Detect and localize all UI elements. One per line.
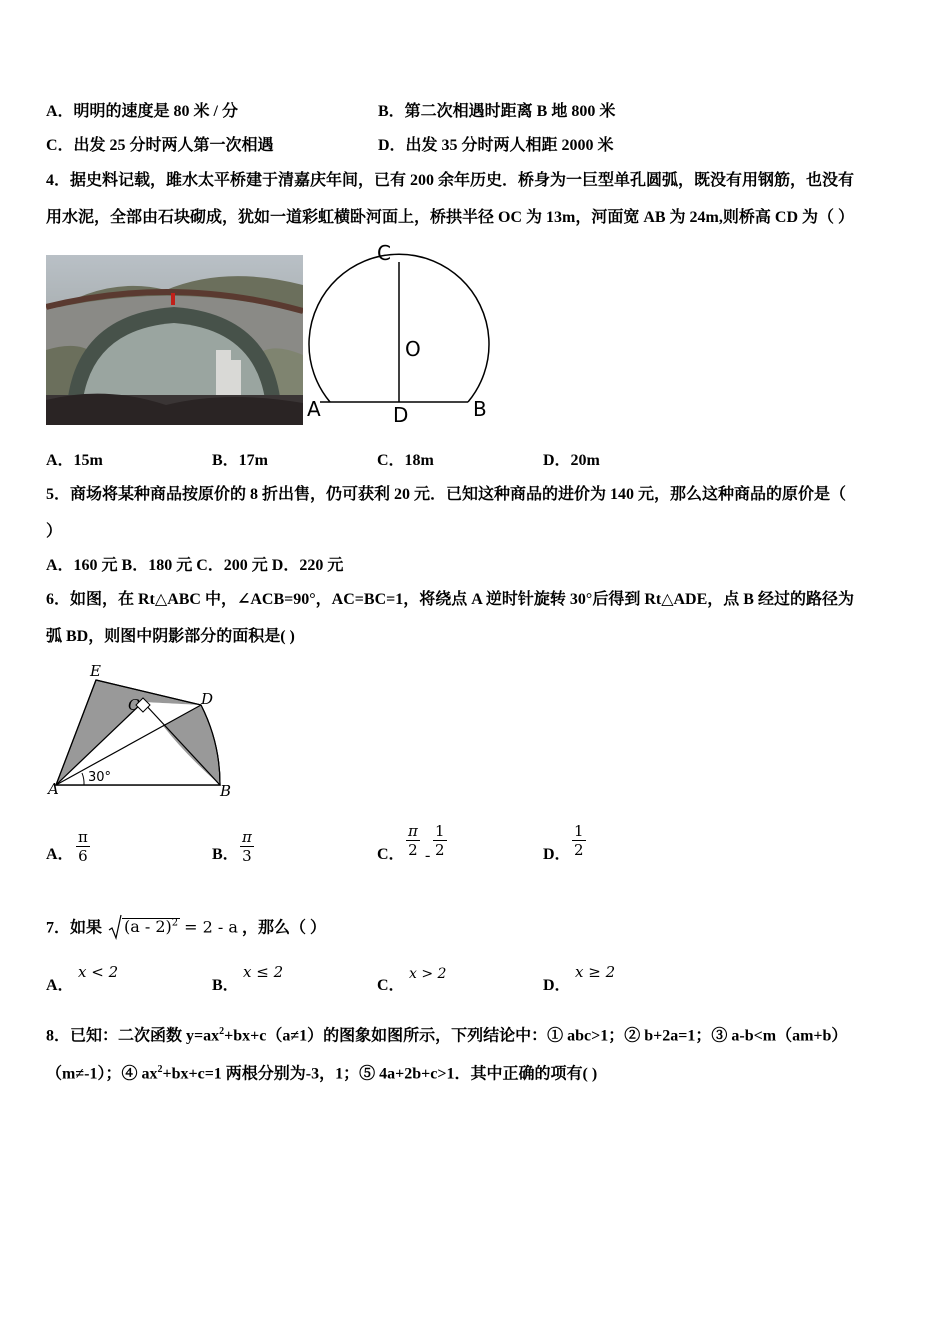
label-c6: C [128,696,140,714]
label-a: A [307,397,321,421]
triangle-rotation-diagram [46,660,246,800]
q7-option-b-label: B． [212,977,239,994]
q6-option-a-fraction: $\frac{\pi}{6}$ [78,828,88,865]
label-b: B [473,397,487,421]
q3-option-b: B．第二次相遇时距离 B 地 800 米 [378,103,616,120]
q5-text-line2: ） [46,523,63,540]
q4-option-b: B．17m [212,452,269,469]
q3-option-d: D．出发 35 分时两人相距 2000 米 [378,137,614,154]
q6-option-c-label: C． [377,846,405,863]
q3-option-c: C．出发 25 分时两人第一次相遇 [46,137,274,154]
label-a6: A [48,780,59,798]
q6-text-line2: 弧 BD，则图中阴影部分的面积是( ) [46,628,295,645]
label-c: C [377,241,391,265]
q6-option-d-label: D． [543,846,571,863]
q4-option-a: A．15m [46,452,103,469]
q6-text-line1: 6．如图，在 Rt△ABC 中，∠ACB=90°，AC=BC=1，将绕点 A 逆时针旋转 30°后得到 Rt△ADE，点 B 经过的路径为 [46,591,854,608]
label-angle: 30° [88,770,112,785]
q6-option-c-fraction2: $\frac{1}{2}$ [435,822,445,859]
q7-equation: (a - 2)$^2$ = 2 - a [108,914,238,940]
q3-option-a: A．明明的速度是 80 米 / 分 [46,103,239,120]
q5-options: A．160 元 B．180 元 C．200 元 D．220 元 [46,557,344,574]
label-o: O [405,337,421,361]
bridge-photo [46,255,303,425]
q7-option-b-expr: x ≤ 2 [243,963,284,981]
q7-option-c-label: C． [377,977,405,994]
q4-text-line1: 4．据史料记载，雎水太平桥建于清嘉庆年间，已有 200 余年历史．桥身为一巨型单孔圆弧，既没有用钢筋，也没有 [46,172,855,189]
q7-option-d-label: D． [543,977,571,994]
q8-text-line2: （m≠-1）；④ $ax^2+bx+c=1$ 两根分别为-3，1；⑤ 4a+2b+c>1．其中正确的项有( ) [46,1064,598,1083]
q7-option-d-expr: x ≥ 2 [575,963,616,981]
label-e: E [90,662,101,680]
q6-option-b-fraction: $\frac{\pi}{3}$ [242,828,252,865]
label-d: D [393,403,409,427]
q8-text-line1: 8．已知：二次函数 $y=ax^2+bx+c(a\ne 1)$的图象如图所示，下列结论中：① abc>1；② b+2a=1；③ a-b<m（am+b） [46,1026,848,1045]
q7-suffix: ，那么（ ） [241,919,326,937]
q7-option-a-label: A． [46,977,74,994]
q4-option-d: D．20m [543,452,600,469]
q6-option-a-label: A． [46,846,74,863]
q6-option-c-fraction1: $\frac{\pi}{2}$ [408,822,418,859]
q4-option-c: C．18m [377,452,434,469]
q5-text-line1: 5．商场将某种商品按原价的 8 折出售，仍可获利 20 元．已知这种商品的进价为 140 元，那么这种商品的原价是（ [46,486,847,503]
q7-option-a-expr: x < 2 [78,963,119,981]
radical-sign [108,914,122,940]
label-d6: D [201,690,214,708]
arch-diagram [305,240,505,430]
label-b6: B [220,782,232,800]
q7-text [46,914,326,940]
q7-prefix: 7．如果 [46,919,103,937]
q4-text-line2: 用水泥，全部由石块砌成，犹如一道彩虹横卧河面上，桥拱半径 OC 为 13m，河面宽 AB 为 24m,则桥高 CD 为（ ） [46,209,854,226]
q6-option-c-minus: - [425,847,431,864]
q6-option-d-fraction: $\frac{1}{2}$ [574,822,584,859]
q6-option-b-label: B． [212,846,239,863]
q7-option-c-expr: x > 2 [409,966,447,982]
